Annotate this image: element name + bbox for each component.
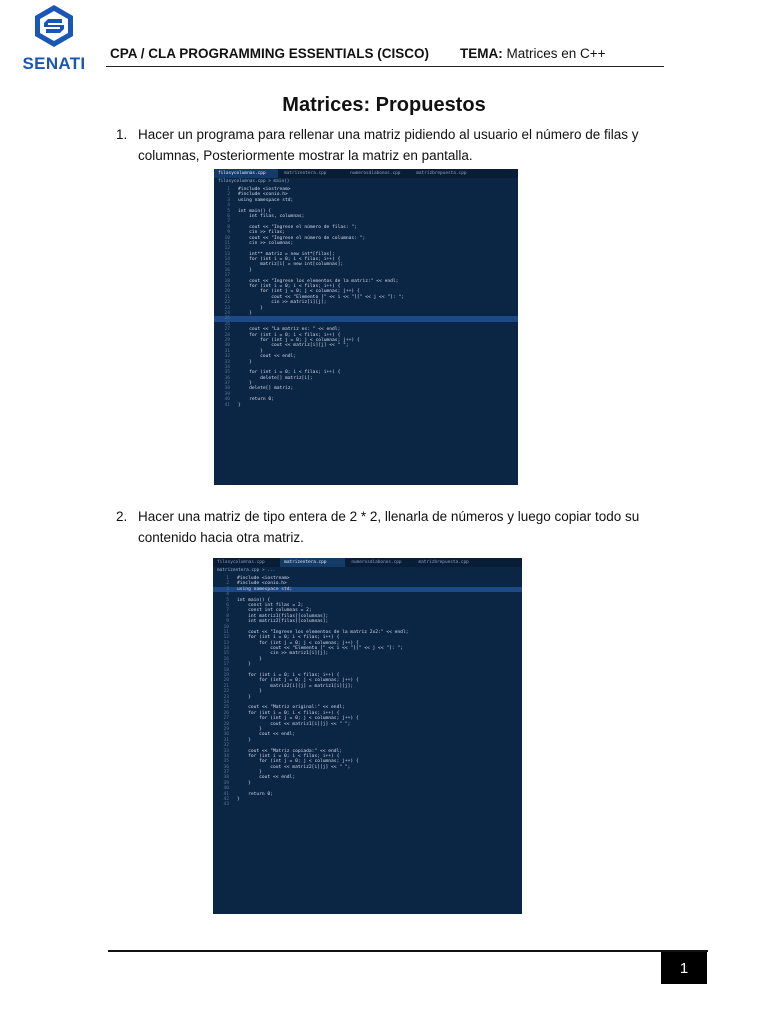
line-number: 27 [223,716,229,722]
line-code: } [237,726,262,732]
line-code: for (int j = 0; j < columnas; j++) { [237,759,359,765]
line-number: 1 [227,187,230,192]
line-number: 3 [226,586,229,592]
line-number: 37 [224,381,230,387]
line-code: return 0; [237,791,273,797]
code-line [213,802,522,807]
line-number: 43 [223,802,229,808]
line-code: cin >> matriz[i][j]; [238,300,327,306]
line-code: for (int j = 0; j < columnas; j++) { [238,337,360,343]
line-number: 20 [223,678,229,684]
line-number: 14 [224,257,230,263]
line-number: 41 [223,791,229,797]
line-code: for (int j = 0; j < columnas; j++) { [238,289,360,295]
line-code: } [238,348,263,354]
line-code: } [238,267,252,273]
editor-tab[interactable]: matrizentera.cpp [280,558,345,567]
line-code: } [238,381,252,387]
line-code: cout << "Ingrese los elementos de la matriz 2x2:" << endl; [237,629,409,635]
line-number: 33 [223,748,229,754]
line-number: 38 [224,386,230,392]
line-number: 40 [223,786,229,792]
line-code: delete[] matriz; [238,386,294,392]
line-code: cout << "Matriz original:" << endl; [237,705,345,711]
line-number: 32 [224,354,230,360]
line-number: 37 [223,770,229,776]
line-code: } [237,737,251,743]
line-code: for (int i = 0; i < filas; i++) { [238,284,341,290]
line-code: } [237,656,262,662]
line-code: cout << "Ingrese el número de filas: "; [238,224,357,230]
line-number: 15 [223,651,229,657]
line-number: 34 [224,364,230,370]
page-title: Matrices: Propuestos [282,94,486,116]
line-code: using namespace std; [237,586,293,592]
line-code: int matriz2[filas][columnas]; [237,619,329,625]
line-number: 18 [223,667,229,673]
line-number: 9 [227,230,230,236]
line-code: #include <iostream> [237,576,290,581]
line-number: 4 [227,203,230,209]
page-number: 1 [661,952,707,984]
line-code: } [238,310,252,316]
line-number: 29 [223,726,229,732]
line-code: #include <conio.h> [238,192,288,198]
line-code: cout << "La matriz es: " << endl; [238,327,341,333]
line-number: 26 [224,321,230,327]
line-code: cout << endl; [237,775,296,781]
line-number: 3 [227,197,230,203]
line-code: for (int i = 0; i < filas; i++) { [237,753,340,759]
line-code: } [238,402,241,408]
line-number: 5 [227,208,230,214]
line-number: 24 [223,699,229,705]
code-lines [213,576,522,808]
editor-tab[interactable]: filasycolumnas.cpp [214,169,278,178]
line-code: cout << "Elemento [" << i << "][" << j << "]: "; [237,646,403,652]
line-number: 21 [224,294,230,300]
line-code: for (int i = 0; i < filas; i++) { [238,257,341,263]
line-number: 31 [224,348,230,354]
line-code: matriz[i] = new int[columnas]; [238,262,344,268]
line-code: const int filas = 2; [237,602,304,608]
line-number: 30 [223,732,229,738]
editor-tab[interactable]: matrizentera.cpp [284,171,327,176]
line-code: matriz2[i][j] = matriz1[i][j]; [237,683,354,689]
exercise-number: 2. [116,509,128,524]
line-code: for (int i = 0; i < filas; i++) { [238,370,341,376]
line-number: 25 [224,316,230,322]
line-code: int** matriz = new int*[filas]; [238,251,335,257]
line-number: 24 [224,310,230,316]
line-code: cout << "Ingrese los elementos de la matriz:" << endl; [238,278,399,284]
line-number: 7 [227,219,230,225]
line-number: 9 [226,619,229,625]
line-number: 16 [223,656,229,662]
logo-text: SENATI [22,54,86,73]
line-number: 34 [223,753,229,759]
line-number: 19 [223,673,229,679]
line-number: 10 [223,624,229,630]
line-code: delete[] matriz[i]; [238,375,313,381]
tema-value: Matrices en C++ [506,46,606,61]
editor-tab[interactable]: filasycolumnas.cpp [217,560,265,565]
line-number: 10 [224,235,230,241]
line-number: 19 [224,284,230,290]
line-number: 23 [223,694,229,700]
senati-logo-icon [32,4,76,48]
line-code: } [238,305,263,311]
line-code: for (int i = 0; i < filas; i++) { [237,710,340,716]
line-number: 18 [224,278,230,284]
line-number: 8 [226,613,229,619]
exercise-text: Hacer una matriz de tipo entera de 2 * 2, llenarla de números y luego copiar todo su contenido hacia otra matriz. [138,509,640,545]
editor-breadcrumb: filasycolumnas.cpp > main() [218,179,290,184]
line-code: cout << endl; [237,732,296,738]
line-code: return 0; [238,397,274,403]
line-code: int main() { [238,208,272,214]
editor-tabs [213,558,522,567]
line-code: const int columnas = 2; [237,608,312,614]
line-number: 22 [224,300,230,306]
line-code: using namespace std; [238,197,294,203]
header-divider [106,66,664,67]
line-number: 5 [226,597,229,603]
line-code: } [237,694,251,700]
line-code: cout << endl; [238,354,297,360]
line-code: for (int j = 0; j < columnas; j++) { [237,678,359,684]
line-number: 41 [224,402,230,408]
line-number: 35 [224,370,230,376]
line-code: int main() { [237,597,271,603]
editor-breadcrumb: matrizentera.cpp > ... [217,568,276,573]
line-code: cout << "Matriz copiada:" << endl; [237,748,343,754]
line-number: 21 [223,683,229,689]
line-code: } [237,797,240,803]
line-number: 35 [223,759,229,765]
line-code: cin >> filas; [238,230,286,236]
line-number: 6 [227,213,230,219]
line-number: 39 [224,391,230,397]
topic-label [460,46,606,61]
line-number: 27 [224,327,230,333]
line-code: for (int i = 0; i < filas; i++) { [237,635,340,641]
line-code: cout << matriz[i][j] << " "; [238,343,349,349]
course-title: CPA / CLA PROGRAMMING ESSENTIALS (CISCO) [110,46,430,61]
line-number: 4 [226,592,229,598]
editor-tab[interactable]: numerosdiabonos.cpp [351,560,402,565]
code-line [214,403,518,408]
line-code: } [237,662,251,668]
line-number: 6 [226,602,229,608]
line-code: } [237,780,251,786]
line-number: 16 [224,267,230,273]
line-code: cout << "Ingrese el número de columnas: "; [238,235,366,241]
line-number: 32 [223,743,229,749]
line-number: 7 [226,608,229,614]
line-code: int filas, columnas; [238,213,305,219]
line-number: 11 [224,240,230,246]
line-number: 11 [223,629,229,635]
line-code: for (int j = 0; j < columnas; j++) { [237,640,359,646]
line-code: cin >> matriz1[i][j]; [237,651,329,657]
line-number: 8 [227,224,230,230]
line-number: 20 [224,289,230,295]
line-number: 42 [223,797,229,803]
line-number: 36 [224,375,230,381]
exercise-number: 1. [116,127,128,142]
code-screenshot-2 [213,558,522,914]
line-code: int matriz1[filas][columnas]; [237,613,329,619]
line-code: cout << matriz2[i][j] << " "; [237,764,351,770]
line-code: cout << "Elemento [" << i << "][" << j << "]: "; [238,294,404,300]
line-code: cin >> columnas; [238,240,294,246]
line-number: 28 [223,721,229,727]
line-number: 12 [223,635,229,641]
line-number: 31 [223,737,229,743]
line-number: 23 [224,305,230,311]
line-code: for (int i = 0; i < filas; i++) { [237,673,340,679]
line-code: #include <conio.h> [237,581,287,587]
line-number: 15 [224,262,230,268]
line-number: 40 [224,397,230,403]
line-number: 30 [224,343,230,349]
line-number: 12 [224,246,230,252]
line-code: } [238,359,252,365]
line-code: } [237,770,262,776]
line-number: 26 [223,710,229,716]
line-code: for (int i = 0; i < filas; i++) { [238,332,341,338]
tema-label: TEMA: [460,46,503,61]
line-number: 1 [226,576,229,581]
line-code: for (int j = 0; j < columnas; j++) { [237,716,359,722]
line-number: 33 [224,359,230,365]
line-code: #include <iostream> [238,187,291,192]
editor-tabs [214,169,518,178]
line-number: 38 [223,775,229,781]
line-number: 28 [224,332,230,338]
line-number: 29 [224,337,230,343]
line-number: 13 [224,251,230,257]
line-number: 17 [223,662,229,668]
line-number: 13 [223,640,229,646]
senati-logo [18,4,90,74]
line-number: 39 [223,780,229,786]
exercise-text: Hacer un programa para rellenar una matriz pidiendo al usuario el número de filas y columnas, Posteriormente mostrar la matriz en pantalla. [138,127,639,163]
line-code: cout << matriz1[i][j] << " "; [237,721,351,727]
line-number: 25 [223,705,229,711]
code-lines [214,187,518,408]
line-number: 36 [223,764,229,770]
line-number: 17 [224,273,230,279]
line-number: 2 [226,581,229,587]
code-screenshot-1 [214,169,518,485]
editor-tab[interactable]: matrizbrepuesta.cpp [418,560,469,565]
line-number: 14 [223,646,229,652]
line-number: 22 [223,689,229,695]
editor-tab[interactable]: matrizbrepuesta.cpp [416,171,467,176]
footer-divider [108,950,708,952]
line-number: 2 [227,192,230,198]
line-code: } [237,689,262,695]
editor-tab[interactable]: numerosdiabonos.cpp [350,171,401,176]
